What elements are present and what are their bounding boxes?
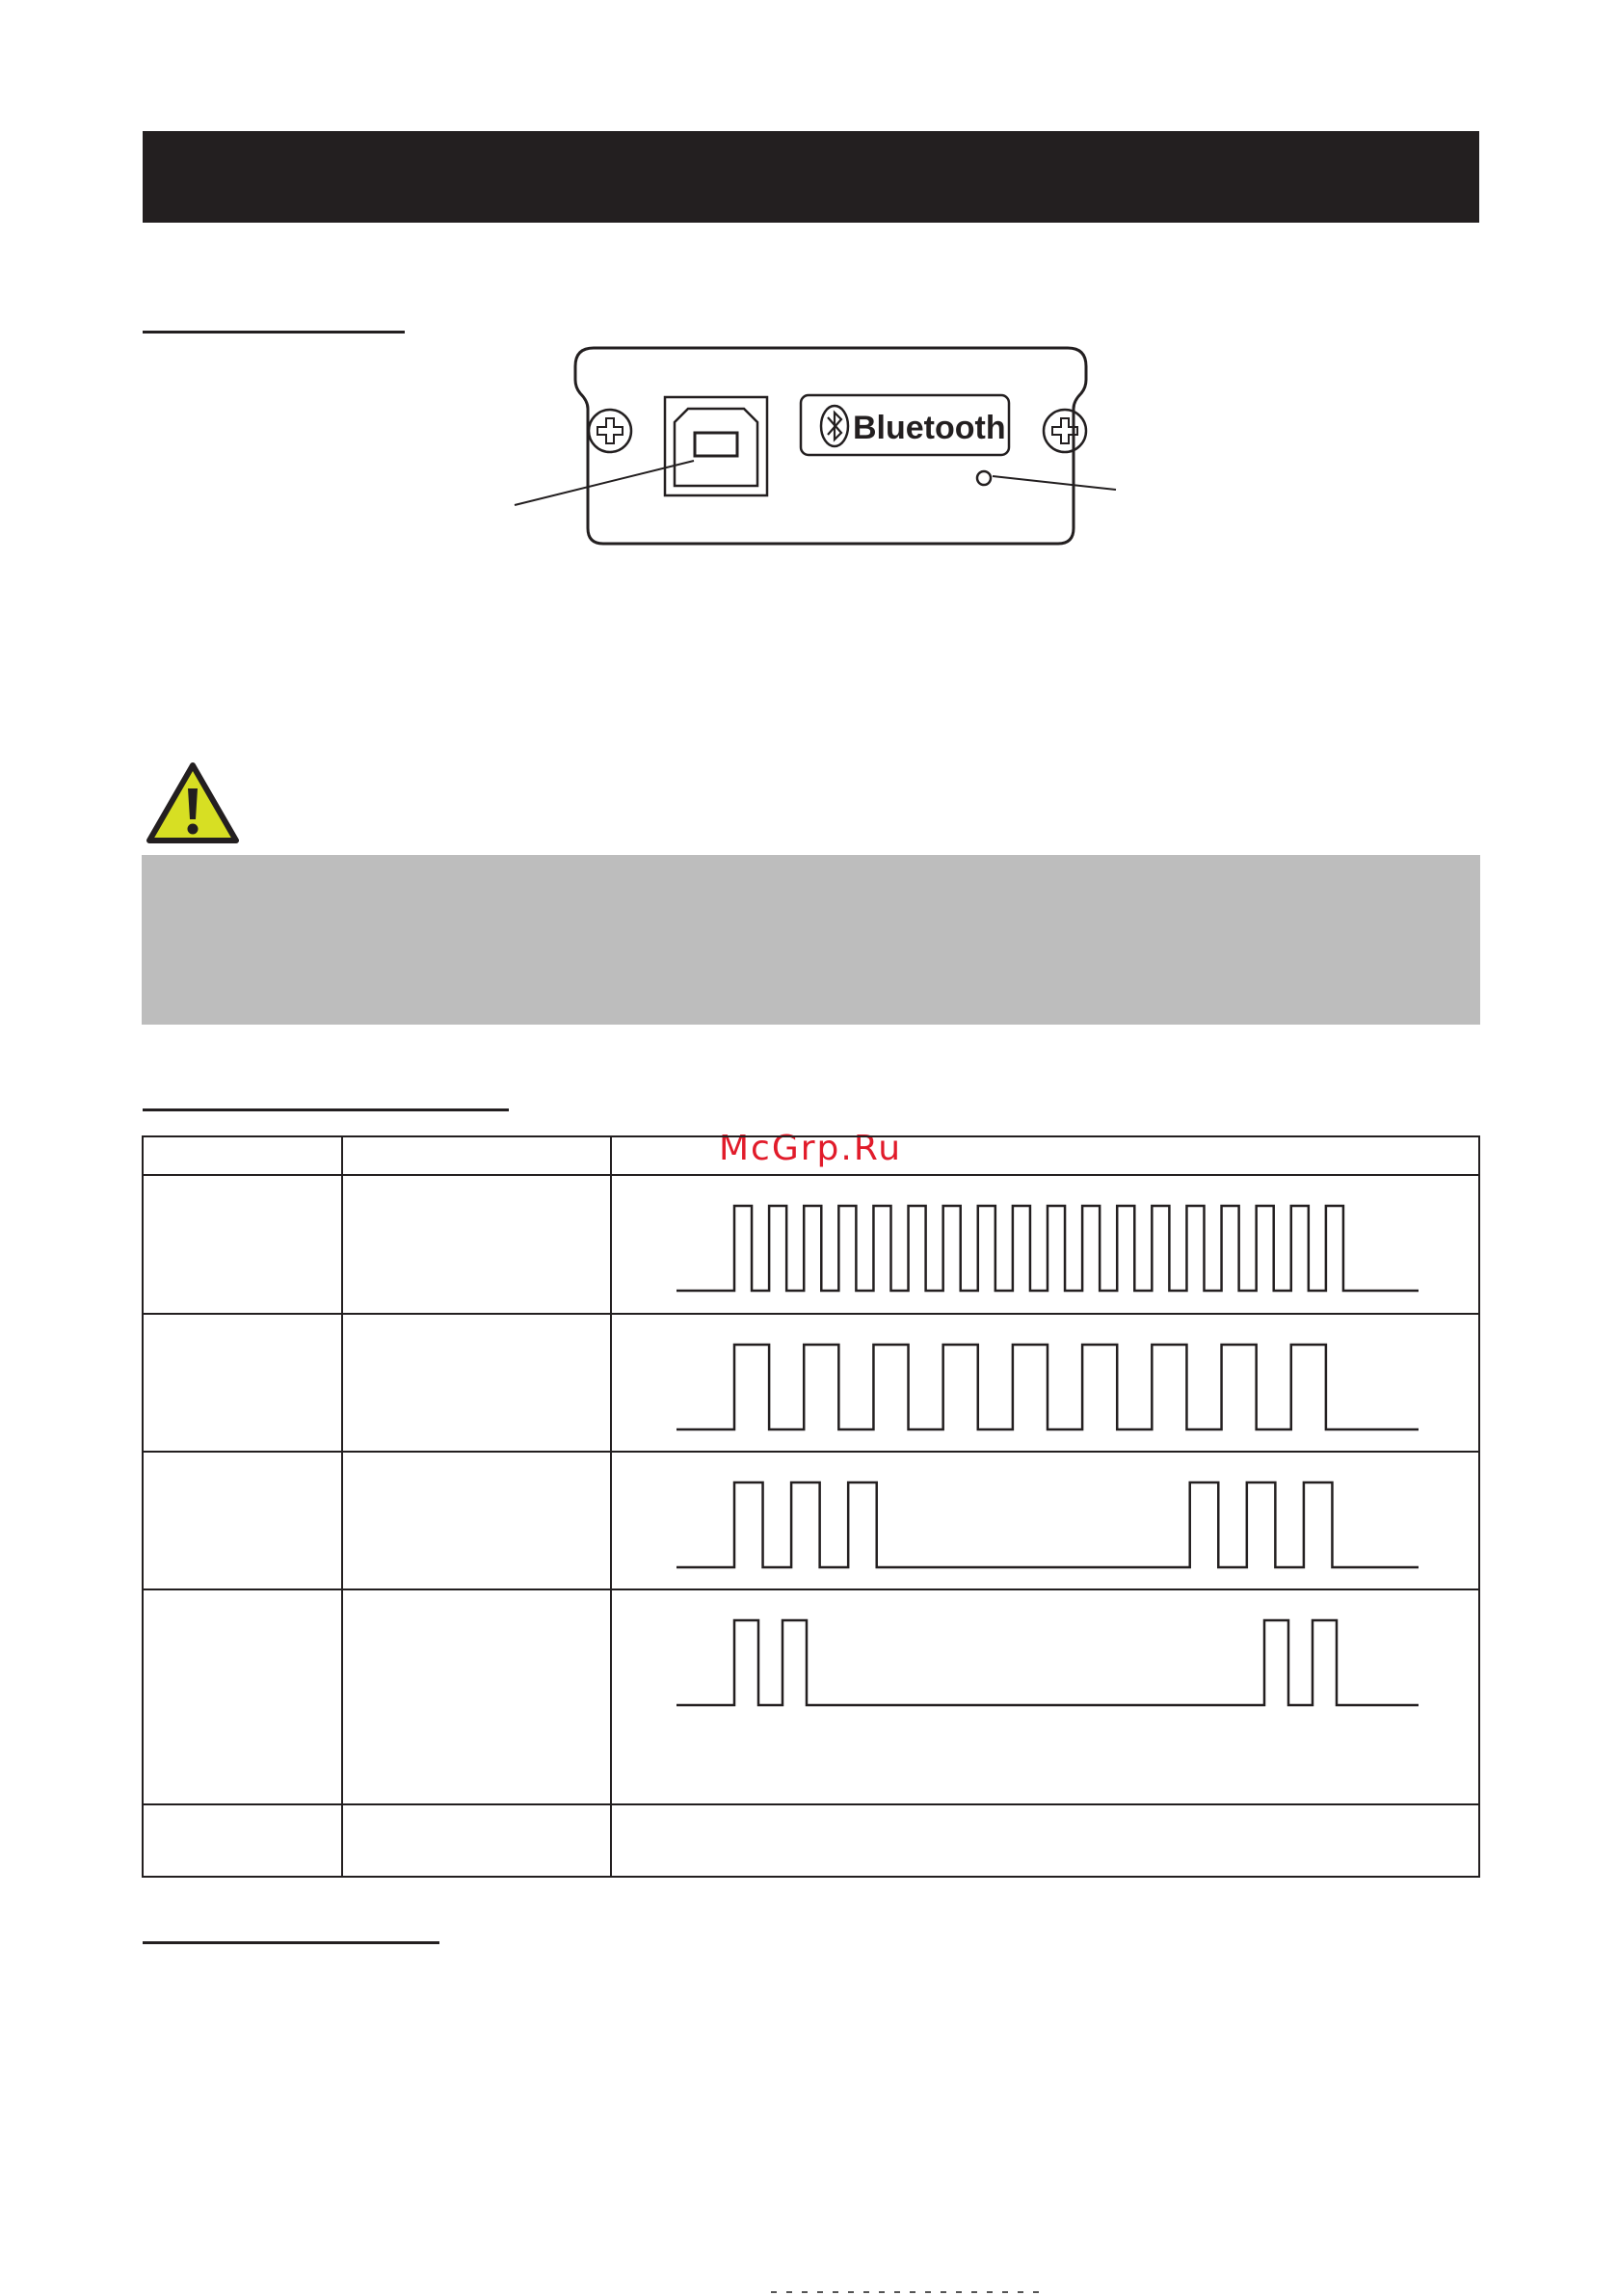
usb-leader-line [515,461,694,505]
header-bar [143,131,1479,223]
led-leader-line [993,476,1116,490]
panel-leader-lines [511,453,1127,521]
led-waveform-row-2 [676,1345,1419,1429]
section-heading-underline-3 [143,1941,439,1944]
watermark-text: McGrp.Ru [719,1129,903,1168]
bluetooth-label: Bluetooth [853,410,1006,446]
caution-box [142,855,1480,1025]
led-pattern-table [142,1135,1480,1878]
screw-right-icon [1044,410,1086,452]
section-heading-underline-1 [143,331,405,334]
led-waveform-row-4 [676,1620,1419,1705]
bluetooth-icon [821,406,848,446]
warning-triangle-icon [146,761,239,844]
screw-left-icon [589,410,631,452]
led-waveform-row-1 [676,1206,1419,1291]
led-waveforms [676,1206,1419,1705]
led-waveform-row-3 [676,1482,1419,1567]
table-grid [143,1136,1479,1877]
section-heading-underline-2 [143,1108,509,1111]
footer-scan-mark [771,2290,1041,2294]
